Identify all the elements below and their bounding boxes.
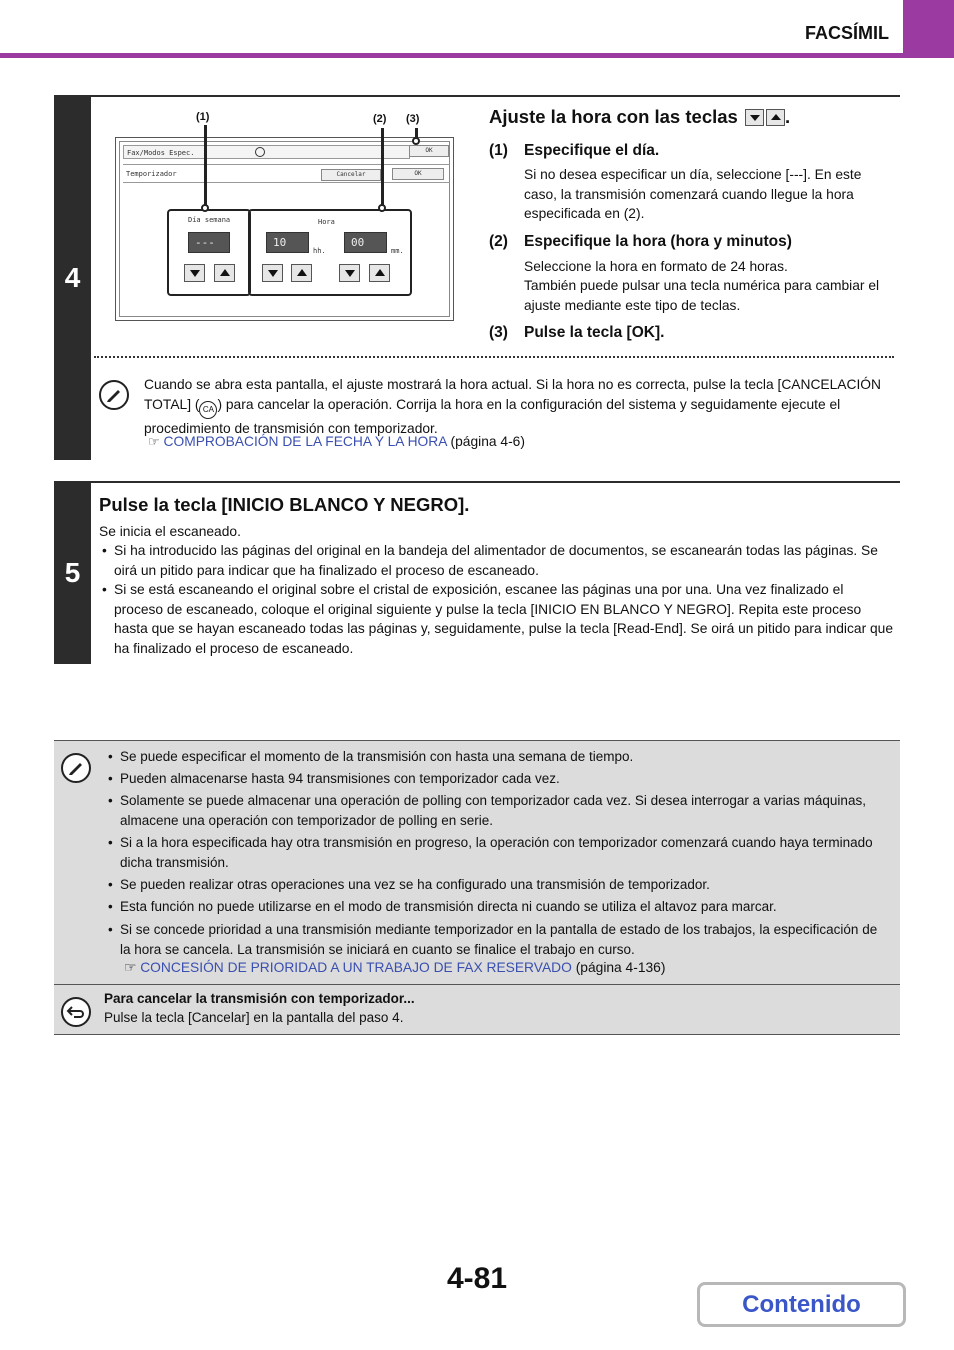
- sub1-label: (1): [489, 142, 508, 159]
- note-item: • Se puede especificar el momento de la transmisión con hasta una semana de tiempo.: [120, 747, 890, 767]
- breadcrumb: Fax/Modos Espec.: [127, 149, 195, 157]
- note-item: • Si a la hora especificada hay otra transmisión en progreso, la operación con temporizador comenzará cuando haya terminado dicha transmisión.: [120, 833, 890, 872]
- note-item: • Pueden almacenarse hasta 94 transmisiones con temporizador cada vez.: [120, 769, 890, 789]
- time-panel: [248, 209, 412, 296]
- sub3-title: Pulse la tecla [OK].: [524, 324, 665, 341]
- note-item: • Solamente se puede almacenar una operación de polling con temporizador cada vez. Si desea interrogar a varias máquinas, almacene una operación con temporizador de polling en serie.: [120, 791, 890, 830]
- step4-heading: [489, 106, 790, 128]
- sub2-text2: También puede pulsar una tecla numérica para cambiar el ajuste mediante este tipo de teclas.: [524, 278, 880, 313]
- step4-bottom-rule: [54, 459, 91, 460]
- day-up-button[interactable]: [214, 264, 235, 282]
- day-down-button[interactable]: [184, 264, 205, 282]
- hour-up-button[interactable]: [291, 264, 312, 282]
- step4-number: 4: [54, 95, 91, 460]
- header-rule: [0, 53, 954, 58]
- note-text-1: Cuando se abra esta pantalla, el ajuste mostrará la hora actual. Si la hora no es correcta, pulse la tecla [CANCELACIÓN TOTAL] (: [144, 377, 881, 412]
- step4-heading-text: Ajuste la hora con las teclas: [489, 106, 738, 127]
- hand-pointer-icon: ☞: [148, 434, 160, 449]
- screen-frame: [119, 141, 450, 317]
- sub2-label: (2): [489, 233, 508, 250]
- step4-heading-end: .: [784, 106, 791, 127]
- date-time-link-page: (página 4-6): [450, 434, 525, 449]
- step5-intro: Se inicia el escaneado.: [99, 524, 241, 539]
- note-text-2: ) para cancelar la operación. Corrija la hora en la configuración del sistema y seguidamente ejecute el procedimiento de transmisión con temporizador.: [144, 396, 841, 436]
- timer-label: Temporizador: [126, 170, 177, 178]
- minute-field[interactable]: 00: [344, 232, 387, 253]
- device-screen: [115, 137, 454, 321]
- note-item: • Si se concede prioridad a una transmisión mediante temporizador en la pantalla de estado de los trabajos, la especificación de la hora se cancela. La transmisión se iniciará en cuanto se finalice el trabajo en curso.: [120, 920, 890, 959]
- day-panel: [167, 209, 251, 296]
- down-key-icon: [745, 109, 764, 126]
- cancel-button[interactable]: Cancelar: [321, 169, 381, 181]
- pencil-note-icon: [99, 380, 129, 410]
- step5-bullet-1: Si ha introducido las páginas del original en la bandeja del alimentador de documentos, se escanearán todas las páginas. Se oirá un pitido para indicar que ha finalizado el proceso de escaneado.: [114, 543, 878, 578]
- page-number: 4-81: [446, 1262, 508, 1295]
- callout-3-label: (3): [406, 113, 420, 125]
- pencil-note-icon: [61, 753, 91, 783]
- sub1-title: Especifique el día.: [524, 142, 660, 159]
- callout-1-line: [204, 125, 207, 208]
- notes-ref: [124, 958, 665, 978]
- breadcrumb-bar: [123, 145, 410, 159]
- callout-1-dot: [201, 204, 209, 212]
- priority-link[interactable]: CONCESIÓN DE PRIORIDAD A UN TRABAJO DE FAX RESERVADO: [140, 960, 572, 975]
- callout-1-label: (1): [196, 111, 210, 123]
- ca-key-icon: CA: [199, 401, 217, 419]
- minute-down-button[interactable]: [339, 264, 360, 282]
- callout-3-dot: [412, 137, 420, 145]
- cancel-text: Pulse la tecla [Cancelar] en la pantalla del paso 4.: [104, 1010, 404, 1025]
- step5-top-rule: [54, 481, 900, 483]
- hour-down-button[interactable]: [262, 264, 283, 282]
- sub3-label: (3): [489, 324, 508, 341]
- callout-2-label: (2): [373, 113, 387, 125]
- up-key-icon: [766, 109, 785, 126]
- section-title: FACSÍMIL: [805, 23, 889, 43]
- hour-field[interactable]: 10: [266, 232, 309, 253]
- note-ref: [148, 432, 525, 452]
- bullet-dot: •: [102, 582, 107, 597]
- step5-number: 5: [54, 481, 91, 664]
- return-arrow-icon: [61, 997, 91, 1027]
- hour-label: Hora: [318, 218, 335, 226]
- sub2-text1: Seleccione la hora en formato de 24 horas.: [524, 259, 788, 274]
- day-label: Día semana: [188, 216, 231, 224]
- sub2-title: Especifique la hora (hora y minutos): [524, 233, 792, 250]
- callout-2-line: [381, 128, 384, 208]
- day-field[interactable]: ---: [188, 232, 230, 253]
- step4-top-rule: [54, 95, 900, 97]
- ok-top-button[interactable]: OK: [409, 145, 449, 157]
- ok-button[interactable]: OK: [392, 168, 444, 180]
- priority-link-page: (página 4-136): [575, 960, 666, 975]
- date-time-link[interactable]: COMPROBACIÓN DE LA FECHA Y LA HORA: [163, 434, 447, 449]
- minute-up-button[interactable]: [369, 264, 390, 282]
- sub1-text: Si no desea especificar un día, seleccione [---]. En este caso, la transmisión comenzará cuando llegue la hora especificada en (2).: [524, 167, 862, 221]
- bullet-dot: •: [102, 543, 107, 558]
- notes-separator: [54, 984, 900, 985]
- cancel-title: Para cancelar la transmisión con temporizador...: [104, 991, 415, 1006]
- minute-unit: mm.: [391, 247, 404, 255]
- step4-note: [144, 375, 889, 438]
- note-item: • Se pueden realizar otras operaciones una vez se ha configurado una transmisión de temporizador.: [120, 875, 890, 895]
- callout-2-dot: [378, 204, 386, 212]
- step5-heading: Pulse la tecla [INICIO BLANCO Y NEGRO].: [99, 494, 470, 515]
- hour-unit: hh.: [313, 247, 326, 255]
- contents-button[interactable]: Contenido: [697, 1282, 906, 1327]
- hand-pointer-icon: ☞: [124, 960, 137, 975]
- dotted-divider: [94, 356, 894, 358]
- step5-bullet-2: Si se está escaneando el original sobre el cristal de exposición, escanee las páginas una por una. Una vez finalizado el proceso de escaneado, coloque el original siguiente y pulse la tecla [INICIO EN BLANCO Y NEGRO]. Repita este proceso hasta que se hayan escaneado todas las páginas y, seguidamente, pulse la tecla [Read-End]. Se oirá un pitido para indicar que ha finalizado el proceso de escaneado.: [114, 582, 894, 656]
- clock-icon: [255, 147, 265, 157]
- note-item: • Esta función no puede utilizarse en el modo de transmisión directa ni cuando se utiliza el altavoz para marcar.: [120, 897, 890, 917]
- header-tab: [903, 0, 954, 58]
